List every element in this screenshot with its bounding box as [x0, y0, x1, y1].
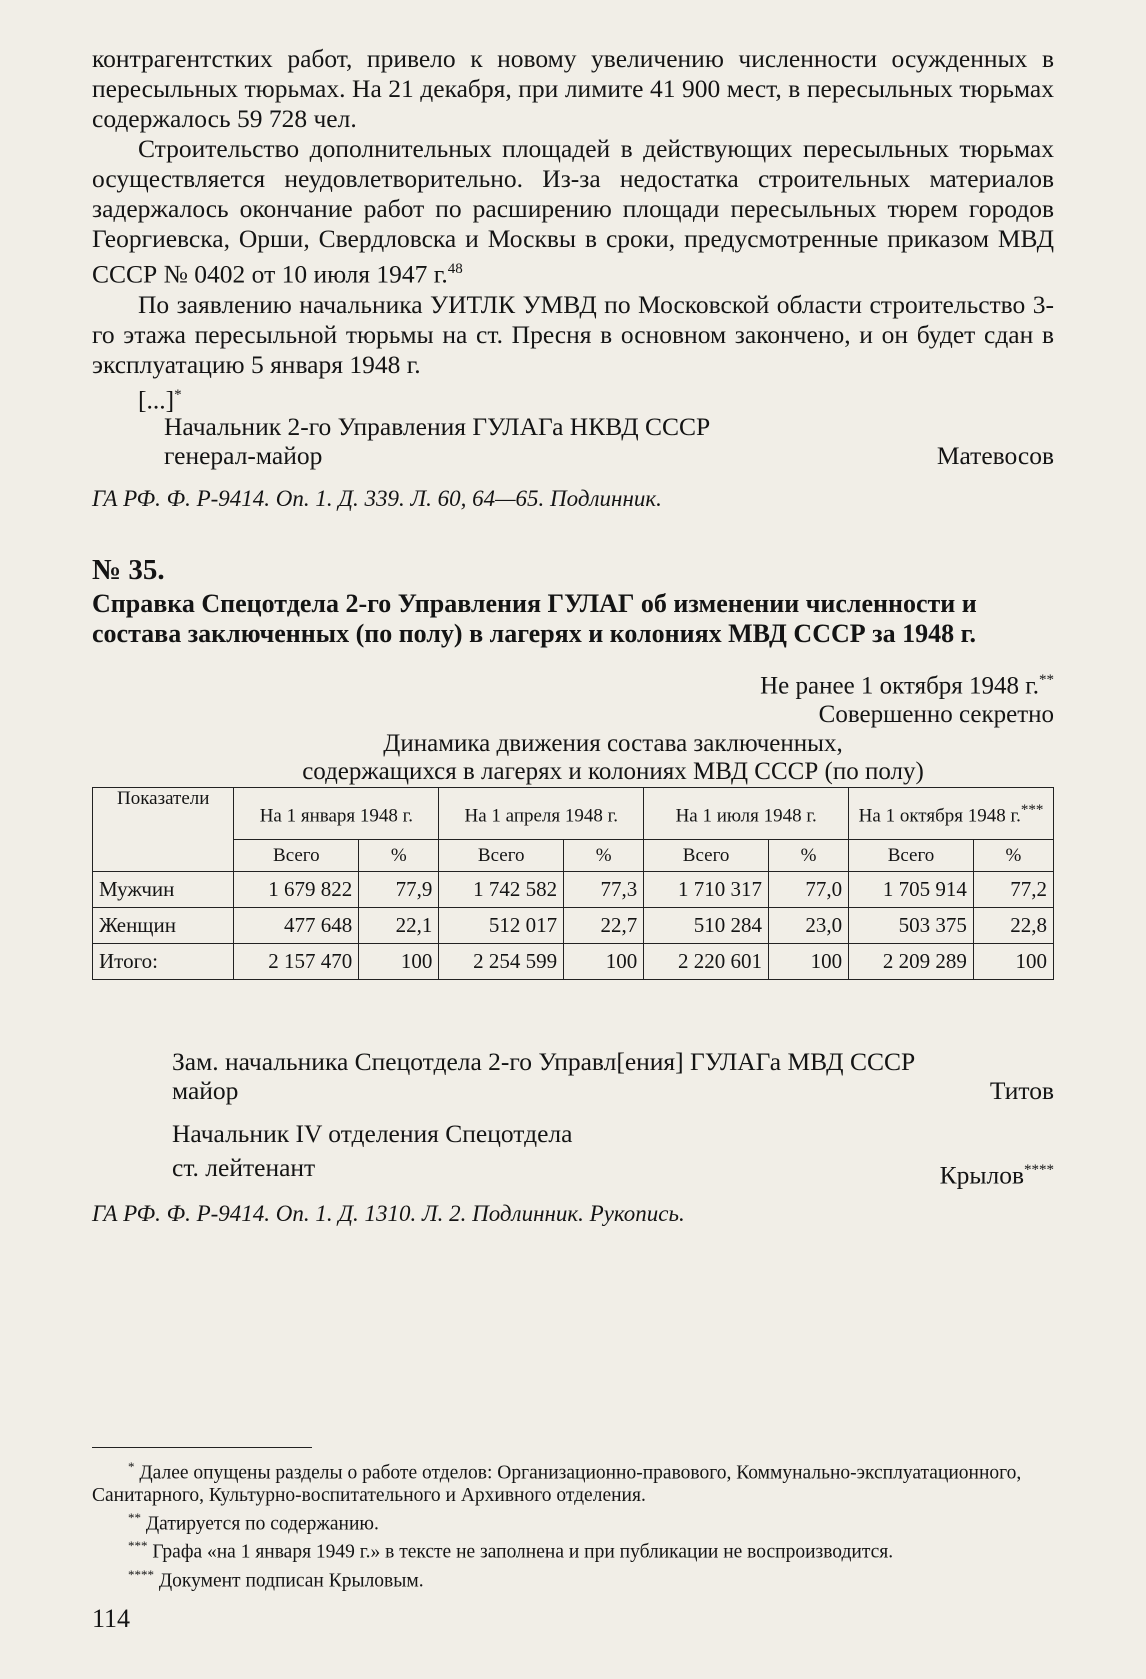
cell-percent: 100: [973, 944, 1053, 980]
cell-total: 2 209 289: [849, 944, 974, 980]
cell-total: 512 017: [439, 908, 564, 944]
cell-percent: 77,3: [564, 872, 644, 908]
document-date: Не ранее 1 октября 1948 г.**: [760, 672, 1054, 700]
cell-percent: 23,0: [769, 908, 849, 944]
document-heading: [92, 554, 1054, 649]
archive-source-2: ГА РФ. Ф. Р-9414. Оп. 1. Д. 1310. Л. 2. Подлинник. Рукопись.: [92, 1201, 685, 1226]
cell-total: 477 648: [234, 908, 359, 944]
intro-paragraph-2: Строительство дополнительных площадей в действующих пересыльных тюрьмах осуществляется неудовлетворительно. Из-за недостатка строительных материалов задержалось окончание работ по расширению площади пересыльных тюрем городов Георгиевска, Орши, Свердловска и Москвы в сроки, предусмотренные приказом МВД СССР № 0402 от 10 июля 1947 г.$^{48}$: [92, 134, 1054, 289]
table-caption-line-1: Динамика движения состава заключенных,: [383, 730, 843, 757]
intro-paragraph-1: контрагентстких работ, привело к новому увеличению численности осужденных в пересыльных тюрьмах. На 21 декабря, при лимите 41 900 мест, в пересыльных тюрьмах содержалось 59 728 чел.: [92, 44, 1054, 133]
subheader-total: Всего: [849, 840, 974, 872]
statistics-table: [92, 787, 1054, 980]
subheader-total: Всего: [439, 840, 564, 872]
signer-title: Начальник 2-го Управления ГУЛАГа НКВД СССР: [164, 412, 711, 441]
cell-percent: 22,1: [359, 908, 439, 944]
row-label: Мужчин: [93, 872, 234, 908]
table-caption: [92, 730, 1054, 786]
footnote-1: * Далее опущены разделы о работе отделов: Организационно-правового, Коммунально-эксплуатационного, Санитарного, Культурно-воспитательного и Архивного отделения.: [92, 1459, 1022, 1506]
subheader-total: Всего: [234, 840, 359, 872]
cell-percent: 77,9: [359, 872, 439, 908]
cell-percent: 100: [564, 944, 644, 980]
cell-percent: 77,0: [769, 872, 849, 908]
cell-total: 2 220 601: [644, 944, 769, 980]
table-header-row: [93, 788, 1054, 840]
footnote-4: **** Документ подписан Крыловым.: [128, 1566, 424, 1591]
subheader-percent: %: [359, 840, 439, 872]
intro-section: [92, 44, 1054, 415]
signer-title: Зам. начальника Спецотдела 2-го Управл[ения] ГУЛАГа МВД СССР: [172, 1047, 916, 1076]
archive-source-1: ГА РФ. Ф. Р-9414. Оп. 1. Д. 339. Л. 60, 64—65. Подлинник.: [92, 486, 662, 511]
cell-total: 1 705 914: [849, 872, 974, 908]
row-label: Итого:: [93, 944, 234, 980]
table-row-men: [93, 872, 1054, 908]
page-number: 114: [92, 1604, 131, 1633]
cell-percent: 22,7: [564, 908, 644, 944]
cell-total: 1 710 317: [644, 872, 769, 908]
cell-percent: 100: [359, 944, 439, 980]
signer-name: Крылов****: [939, 1160, 1054, 1190]
table-caption-line-2: содержащихся в лагерях и колониях МВД СССР (по полу): [302, 758, 924, 785]
cell-percent: 100: [769, 944, 849, 980]
subheader-percent: %: [769, 840, 849, 872]
period-header: На 1 октября 1948 г.***: [849, 788, 1054, 840]
document-title: Справка Спецотдела 2-го Управления ГУЛАГ об изменении численности и состава заключенных (по полу) в лагерях и колониях МВД СССР за 1948 г.: [92, 589, 977, 648]
signer-title: Начальник IV отделения Спецотдела: [172, 1119, 573, 1148]
cell-percent: 22,8: [973, 908, 1053, 944]
signer-rank: майор: [172, 1076, 239, 1105]
footnote-rule: [92, 1447, 312, 1448]
footnote-2: ** Датируется по содержанию.: [128, 1509, 379, 1534]
period-header: На 1 апреля 1948 г.: [439, 788, 644, 840]
document-number: № 35.: [92, 554, 165, 586]
footnote-3: *** Графа «на 1 января 1949 г.» в тексте не заполнена и при публикации не воспроизводится.: [128, 1538, 894, 1563]
indicator-header: Показатели: [93, 788, 234, 872]
cell-percent: 77,2: [973, 872, 1053, 908]
period-header: На 1 июля 1948 г.: [644, 788, 849, 840]
signature-block-3: [172, 1119, 1054, 1190]
endnote-ref-48: 48: [447, 261, 463, 277]
subheader-percent: %: [564, 840, 644, 872]
omission-mark: [...]*: [138, 385, 182, 414]
cell-total: 510 284: [644, 908, 769, 944]
cell-total: 503 375: [849, 908, 974, 944]
subheader-percent: %: [973, 840, 1053, 872]
signer-rank: ст. лейтенант: [172, 1152, 316, 1182]
subheader-total: Всего: [644, 840, 769, 872]
intro-paragraph-3: По заявлению начальника УИТЛК УМВД по Московской области строительство 3-го этажа пересыльной тюрьмы на ст. Пресня в основном закончено, и он будет сдан в эксплуатацию 5 января 1948 г.: [92, 289, 1054, 379]
statistics-table-wrapper: [92, 787, 1054, 980]
table-row-total: [93, 944, 1054, 980]
table-row-women: [93, 908, 1054, 944]
signature-block-2: [172, 1047, 1054, 1105]
signature-block-1: [164, 412, 1054, 470]
cell-total: 1 679 822: [234, 872, 359, 908]
classification-stamp: Совершенно секретно: [818, 701, 1054, 729]
signer-rank: генерал-майор: [164, 441, 323, 470]
cell-total: 2 254 599: [439, 944, 564, 980]
signer-name: Матевосов: [936, 441, 1054, 470]
signer-name: Титов: [989, 1076, 1054, 1105]
table-subheader-row: [93, 840, 1054, 872]
cell-total: 1 742 582: [439, 872, 564, 908]
cell-total: 2 157 470: [234, 944, 359, 980]
period-header: На 1 января 1948 г.: [234, 788, 439, 840]
footnotes: [92, 1456, 1054, 1592]
document-meta: [92, 666, 1054, 729]
row-label: Женщин: [93, 908, 234, 944]
